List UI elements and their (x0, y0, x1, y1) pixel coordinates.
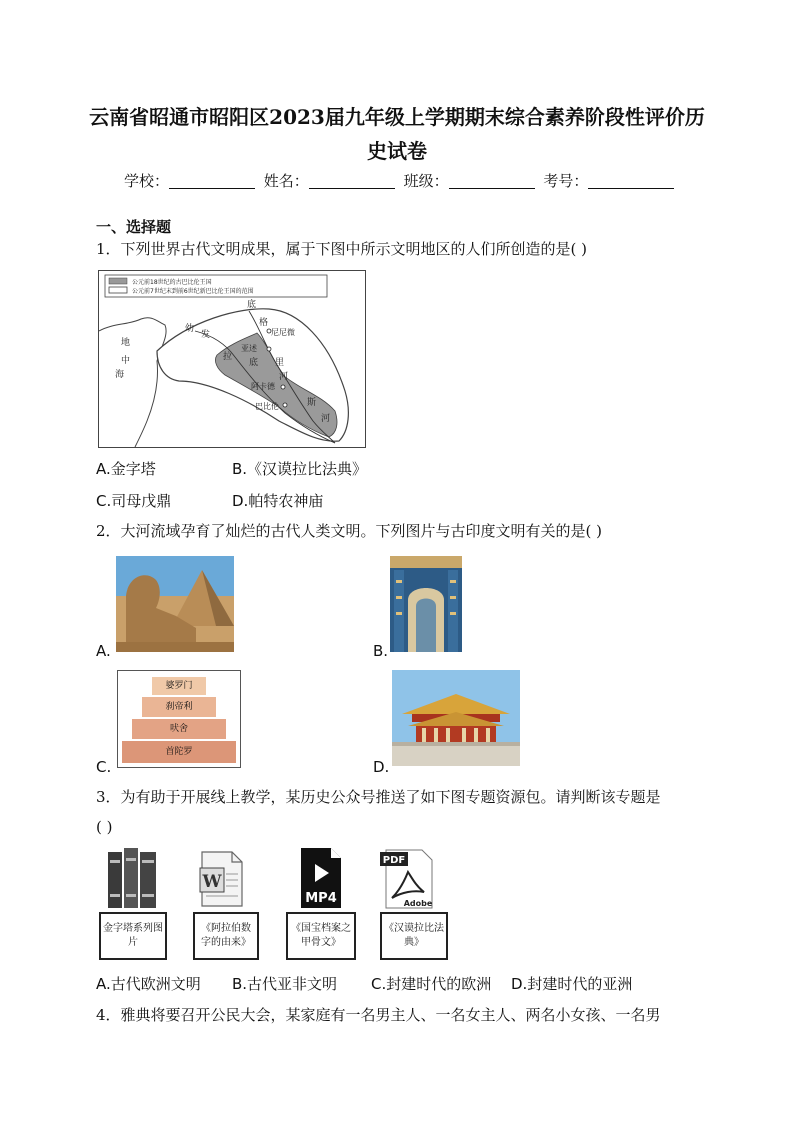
map-label-tigris-5: 河 (279, 372, 289, 382)
number-blank[interactable] (588, 188, 674, 189)
q1-option-a[interactable]: A.金字塔 (96, 460, 156, 478)
map-label-river-1: 斯 (307, 398, 317, 408)
map-label-babylon: 巴比伦 (255, 402, 279, 411)
q3-option-c[interactable]: C.封建时代的欧洲 (371, 975, 492, 993)
assyria-dot (267, 347, 271, 351)
question-3-line-1: 3．为有助于开展线上教学，某历史公众号推送了如下图专题资源包。请判断该专题是 (96, 788, 661, 806)
number-label: 考号： (543, 172, 589, 190)
pdf-file-icon (378, 848, 436, 910)
map-label-tigris-2: 格 (259, 318, 269, 328)
caste-pyramid-image (117, 670, 241, 768)
legend-text-1: 公元前18世纪的古巴比伦王国 (132, 279, 212, 286)
forbidden-city-image (392, 670, 520, 766)
q3-option-d[interactable]: D.封建时代的亚洲 (511, 975, 633, 993)
map-label-mediterranean-1: 地 (121, 338, 131, 348)
map-label-nineveh: 尼尼微 (271, 328, 295, 337)
map-label-assyria: 亚述 (241, 344, 257, 353)
map-label-euphrates-2: 发 (201, 330, 211, 340)
question-4: 4．雅典将要召开公民大会，某家庭有一名男主人、一名女主人、两名小女孩、一名男 (96, 1006, 661, 1024)
caste-vaishya: 吠舍 (132, 719, 226, 739)
map-label-mediterranean-2: 中 (121, 356, 131, 366)
q2-option-c[interactable]: C. (96, 758, 112, 776)
ishtar-gate-image (390, 556, 462, 652)
word-document-icon (196, 850, 246, 908)
caste-kshatriya: 刹帝利 (142, 697, 216, 717)
q1-option-d[interactable]: D.帕特农神庙 (232, 492, 324, 510)
name-blank[interactable] (309, 188, 395, 189)
akkad-dot (281, 385, 285, 389)
map-label-mediterranean-3: 海 (115, 370, 125, 380)
student-info-line (124, 170, 678, 191)
caste-shudra: 首陀罗 (122, 741, 236, 763)
title-line-1: 云南省昭通市昭阳区2023届九年级上学期期末综合素养阶段性评价历 (89, 105, 705, 129)
legend-swatch-new (109, 287, 127, 293)
caste-brahmin: 婆罗门 (152, 677, 206, 695)
class-label: 班级： (403, 172, 449, 190)
exam-title (60, 100, 734, 168)
question-3-line-2: ( ) (96, 818, 113, 836)
school-label: 学校： (124, 172, 170, 190)
resource-label-pyramids: 金字塔系列图片 (99, 912, 167, 960)
q2-option-d[interactable]: D. (373, 758, 390, 776)
question-2: 2．大河流域孕育了灿烂的古代人类文明。下列图片与古印度文明有关的是( ) (96, 522, 603, 540)
q1-option-b[interactable]: B.《汉谟拉比法典》 (232, 460, 368, 478)
resource-label-arabic-numerals: 《阿拉伯数字的由来》 (193, 912, 259, 960)
map-label-akkad: 阿卡德 (251, 382, 275, 391)
q3-option-b[interactable]: B.古代亚非文明 (232, 975, 338, 993)
question-1: 1．下列世界古代文明成果，属于下图中所示文明地区的人们所创造的是( ) (96, 240, 588, 258)
legend-swatch-old (109, 278, 127, 284)
section-heading: 一、选择题 (96, 218, 172, 236)
map-label-tigris-3: 底 (249, 358, 259, 368)
title-line-2: 史试卷 (367, 139, 427, 163)
babylon-dot (283, 403, 287, 407)
q1-option-c[interactable]: C.司母戊鼎 (96, 492, 172, 510)
map-label-euphrates-1: 幼 (185, 324, 195, 334)
adobe-text: Adobe (403, 899, 433, 908)
name-label: 姓名： (263, 172, 309, 190)
map-label-euphrates-3: 拉 (223, 352, 233, 362)
q3-option-a[interactable]: A.古代欧洲文明 (96, 975, 201, 993)
pdf-text: PDF (382, 855, 406, 866)
map-label-river-2: 河 (321, 414, 331, 424)
class-blank[interactable] (449, 188, 535, 189)
mp4-file-icon (299, 846, 343, 910)
school-blank[interactable] (169, 188, 255, 189)
q2-option-b[interactable]: B. (373, 642, 389, 660)
babylon-map-svg (99, 271, 365, 447)
resource-label-oracle-bone: 《国宝档案之甲骨文》 (286, 912, 356, 960)
map-label-tigris-1: 底 (247, 300, 257, 310)
q2-option-a[interactable]: A. (96, 642, 111, 660)
sphinx-pyramid-image (116, 556, 234, 652)
legend-text-2: 公元前7世纪末到前6世纪新巴比伦王国的范围 (132, 288, 254, 295)
mp4-text: MP4 (305, 891, 337, 906)
word-letter: W (202, 872, 222, 892)
resource-label-hammurabi: 《汉谟拉比法典》 (380, 912, 448, 960)
map-label-tigris-4: 里 (275, 358, 285, 368)
books-icon (106, 846, 160, 910)
nineveh-dot (267, 329, 271, 333)
babylon-map (98, 270, 366, 448)
